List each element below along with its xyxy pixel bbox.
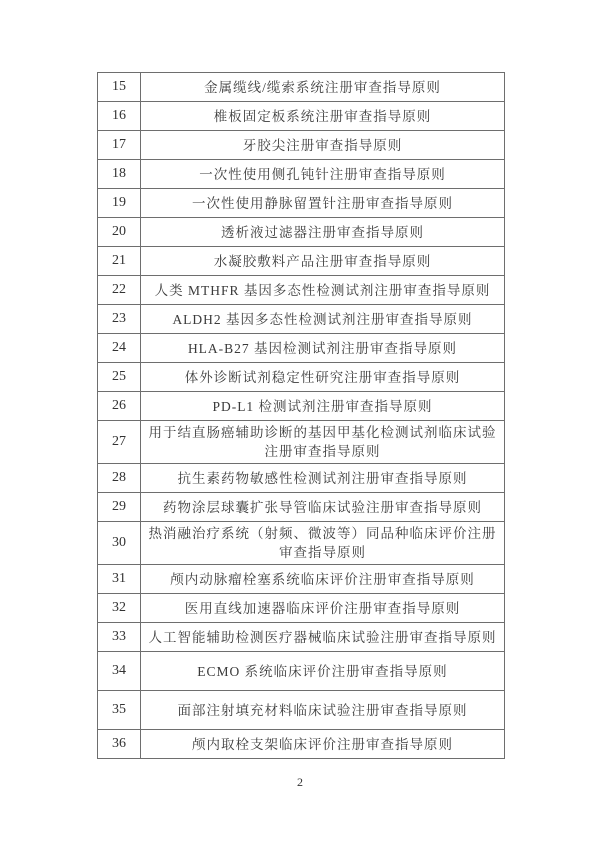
row-number: 32 — [98, 594, 141, 623]
guideline-title: 一次性使用侧孔钝针注册审查指导原则 — [141, 160, 505, 189]
row-number: 33 — [98, 623, 141, 652]
guideline-title: 用于结直肠癌辅助诊断的基因甲基化检测试剂临床试验注册审查指导原则 — [141, 421, 505, 464]
table-row — [98, 73, 505, 102]
guideline-title: 人类 MTHFR 基因多态性检测试剂注册审查指导原则 — [141, 276, 505, 305]
guideline-title: 颅内取栓支架临床评价注册审查指导原则 — [141, 730, 505, 759]
row-number: 29 — [98, 493, 141, 522]
guideline-title: 体外诊断试剂稳定性研究注册审查指导原则 — [141, 363, 505, 392]
guideline-title: ECMO 系统临床评价注册审查指导原则 — [141, 652, 505, 691]
table-row — [98, 594, 505, 623]
guideline-table — [97, 72, 505, 759]
row-number: 22 — [98, 276, 141, 305]
table-row — [98, 421, 505, 464]
row-number: 19 — [98, 189, 141, 218]
table-row — [98, 276, 505, 305]
table-row — [98, 218, 505, 247]
guideline-title: 人工智能辅助检测医疗器械临床试验注册审查指导原则 — [141, 623, 505, 652]
row-number: 18 — [98, 160, 141, 189]
guideline-title: 金属缆线/缆索系统注册审查指导原则 — [141, 73, 505, 102]
table-row — [98, 730, 505, 759]
table-row — [98, 189, 505, 218]
guideline-title: 椎板固定板系统注册审查指导原则 — [141, 102, 505, 131]
row-number: 20 — [98, 218, 141, 247]
table-row — [98, 247, 505, 276]
page-number: 2 — [297, 775, 303, 789]
guideline-title: 一次性使用静脉留置针注册审查指导原则 — [141, 189, 505, 218]
guideline-title: 抗生素药物敏感性检测试剂注册审查指导原则 — [141, 464, 505, 493]
guideline-title: 医用直线加速器临床评价注册审查指导原则 — [141, 594, 505, 623]
table-row — [98, 392, 505, 421]
row-number: 27 — [98, 421, 141, 464]
table-row — [98, 160, 505, 189]
row-number: 15 — [98, 73, 141, 102]
table-row — [98, 623, 505, 652]
row-number: 21 — [98, 247, 141, 276]
table-row — [98, 334, 505, 363]
row-number: 16 — [98, 102, 141, 131]
guideline-title: ALDH2 基因多态性检测试剂注册审查指导原则 — [141, 305, 505, 334]
row-number: 36 — [98, 730, 141, 759]
table-row — [98, 522, 505, 565]
row-number: 30 — [98, 522, 141, 565]
table-row — [98, 691, 505, 730]
guideline-title: 颅内动脉瘤栓塞系统临床评价注册审查指导原则 — [141, 565, 505, 594]
table-row — [98, 493, 505, 522]
guideline-title: HLA-B27 基因检测试剂注册审查指导原则 — [141, 334, 505, 363]
row-number: 25 — [98, 363, 141, 392]
table-row — [98, 131, 505, 160]
row-number: 34 — [98, 652, 141, 691]
guideline-title: 药物涂层球囊扩张导管临床试验注册审查指导原则 — [141, 493, 505, 522]
table-row — [98, 363, 505, 392]
row-number: 31 — [98, 565, 141, 594]
table-row — [98, 102, 505, 131]
guideline-title: 热消融治疗系统（射频、微波等）同品种临床评价注册审查指导原则 — [141, 522, 505, 565]
guideline-title: 水凝胶敷料产品注册审查指导原则 — [141, 247, 505, 276]
row-number: 26 — [98, 392, 141, 421]
row-number: 23 — [98, 305, 141, 334]
guideline-title: 透析液过滤器注册审查指导原则 — [141, 218, 505, 247]
table-row — [98, 565, 505, 594]
row-number: 35 — [98, 691, 141, 730]
guideline-title: 牙胶尖注册审查指导原则 — [141, 131, 505, 160]
table-row — [98, 464, 505, 493]
row-number: 28 — [98, 464, 141, 493]
row-number: 17 — [98, 131, 141, 160]
table-row — [98, 305, 505, 334]
row-number: 24 — [98, 334, 141, 363]
guideline-title: 面部注射填充材料临床试验注册审查指导原则 — [141, 691, 505, 730]
table-row — [98, 652, 505, 691]
guideline-title: PD-L1 检测试剂注册审查指导原则 — [141, 392, 505, 421]
